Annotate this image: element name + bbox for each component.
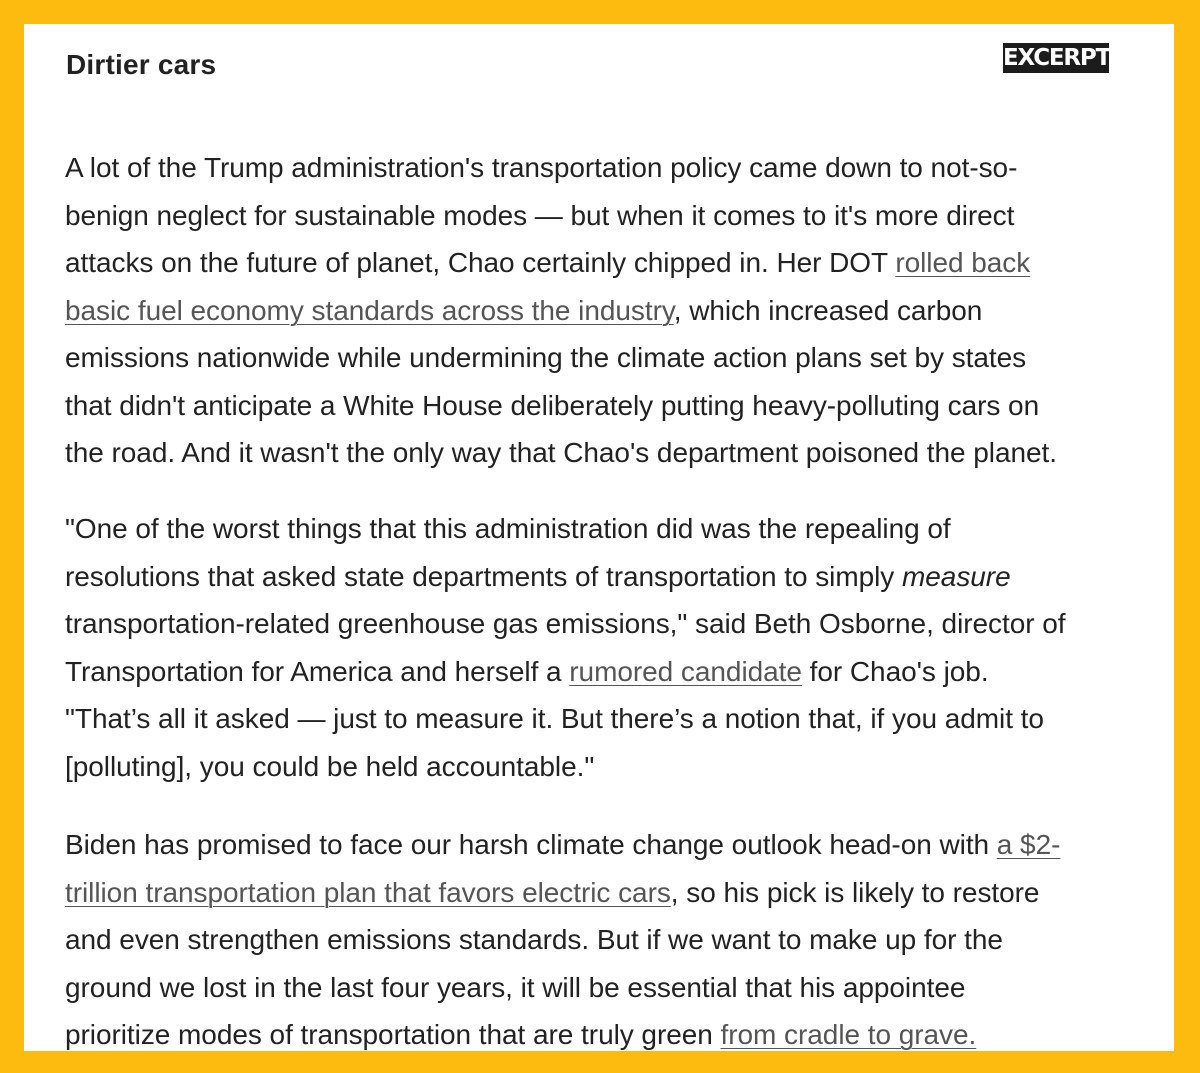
text-run: , so his pick is likely to restore — [670, 876, 1040, 908]
text-run: for Chao's job. — [801, 655, 989, 687]
paragraph-line: "One of the worst things that this administration did was the repealing of — [65, 513, 951, 544]
text-run: resolutions that asked state departments of transportation to simply — [65, 560, 902, 592]
text-run: Transportation for America and herself a — [65, 655, 570, 687]
text-run: , which increased carbon — [673, 294, 983, 326]
paragraph-1 — [65, 144, 1165, 477]
paragraph-line: that didn't anticipate a White House deliberately putting heavy-polluting cars on — [65, 389, 1040, 421]
link-cradle-to-grave[interactable]: from cradle to grave. — [720, 1019, 977, 1050]
paragraph-line: emissions nationwide while undermining the climate action plans set by states — [65, 342, 1027, 373]
paragraph-line — [65, 287, 1165, 335]
paragraph-line: the road. And it wasn't the only way that Chao's department poisoned the planet. — [65, 437, 1057, 468]
paragraph-line: [polluting], you could be held accountable." — [65, 750, 595, 782]
paragraph-line — [65, 1011, 1165, 1059]
paragraph-line: benign neglect for sustainable modes — but when it comes to it's more direct — [65, 199, 1015, 231]
paragraph-line — [65, 869, 1165, 917]
paragraph-line — [65, 553, 1165, 601]
excerpt-badge: EXCERPT — [1003, 45, 1111, 71]
text-run: Biden has promised to face our harsh climate change outlook head-on with — [65, 829, 997, 860]
paragraph-2 — [65, 505, 1165, 790]
paragraph-line: A lot of the Trump administration's transportation policy came down to not-so- — [65, 152, 1018, 183]
paragraph-line — [65, 821, 1165, 869]
link-rumored-candidate[interactable]: rumored candidate — [569, 655, 802, 687]
paragraph-line: transportation-related greenhouse gas emissions," said Beth Osborne, director of — [65, 608, 1066, 639]
paragraph-line: "That’s all it asked — just to measure it. But there’s a notion that, if you admit to — [65, 703, 1044, 734]
paragraph-line: and even strengthen emissions standards. But if we want to make up for the — [65, 924, 1003, 955]
paragraph-line: ground we lost in the last four years, it will be essential that his appointee — [65, 971, 966, 1003]
link-transportation-plan[interactable]: a $2- — [996, 829, 1061, 860]
emphasis-text: measure — [902, 560, 1011, 592]
link-transportation-plan-cont[interactable]: trillion transportation plan that favors electric cars — [65, 876, 671, 908]
paragraph-line — [65, 239, 1165, 287]
link-rolled-back-fuel-standards-cont[interactable]: basic fuel economy standards across the industry — [65, 294, 674, 326]
section-heading: Dirtier cars — [66, 49, 217, 80]
paragraph-3 — [65, 821, 1165, 1059]
article-card — [24, 24, 1174, 1051]
text-run: prioritize modes of transportation that are truly green — [65, 1019, 721, 1050]
text-run: attacks on the future of planet, Chao certainly chipped in. Her DOT — [65, 247, 896, 278]
paragraph-line — [65, 648, 1165, 696]
link-rolled-back-fuel-standards[interactable]: rolled back — [895, 247, 1031, 278]
